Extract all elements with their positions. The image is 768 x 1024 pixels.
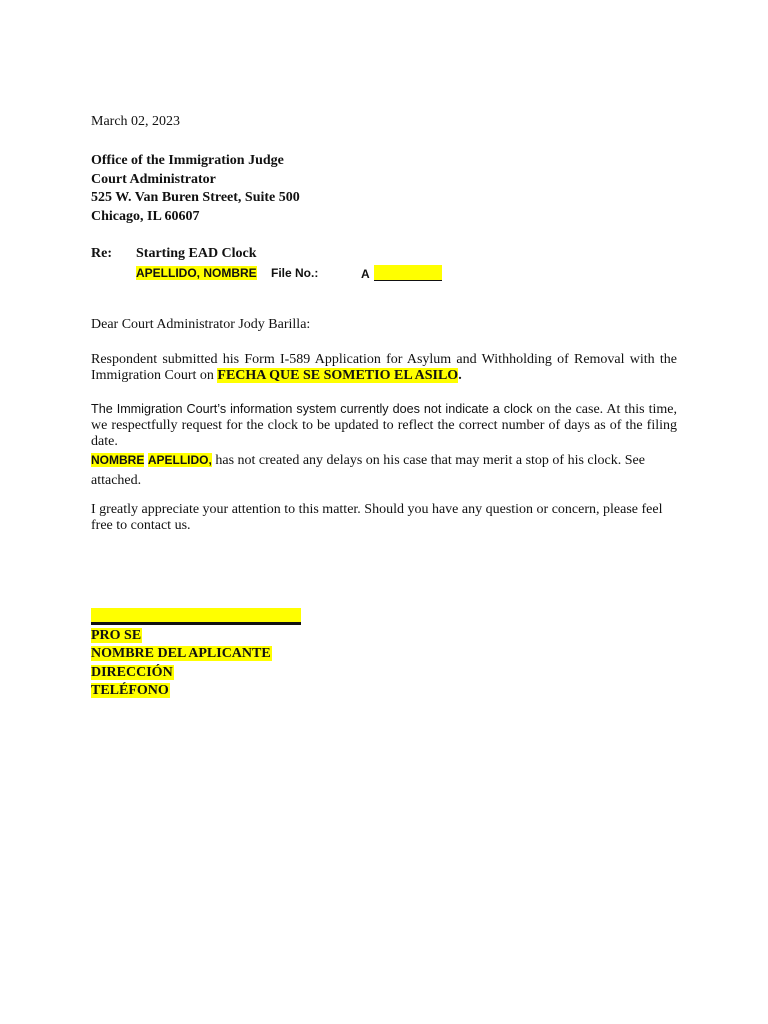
signature-block [91, 627, 272, 700]
signature-phone: TELÉFONO [91, 682, 169, 698]
re-label: Re: [91, 246, 112, 261]
signature-pro-se: PRO SE [91, 628, 142, 643]
recipient-line-title: Court Administrator [91, 171, 216, 187]
signature-address: DIRECCIÓN [91, 664, 173, 680]
recipient-line-street: 525 W. Van Buren Street, Suite 500 [91, 190, 300, 206]
file-number-field [361, 265, 442, 282]
paragraph-no-delays-text: has not created any delays on his case that may merit a stop of his clock. See attached. [91, 453, 645, 488]
signature-line [91, 608, 301, 625]
paragraph-closing: I greatly appreciate your attention to this matter. Should you have any question or concern, please feel free to contact us. [91, 502, 663, 533]
paragraph-clock-request [91, 401, 677, 450]
salutation: Dear Court Administrator Jody Barilla: [91, 317, 311, 332]
file-number-prefix: A [361, 267, 370, 281]
respondent-first-name-placeholder: NOMBRE [91, 453, 145, 467]
paragraph-filing-period: . [458, 368, 462, 383]
letter-date: March 02, 2023 [91, 114, 181, 129]
re-name-placeholder [136, 265, 257, 281]
paragraph-filing [91, 352, 677, 384]
paragraph-filing-text: Respondent submitted his Form I-589 Application for Asylum and Withholding of Removal with the Immigration Court on [91, 352, 677, 383]
recipient-line-office: Office of the Immigration Judge [91, 153, 284, 168]
respondent-last-name-placeholder: APELLIDO, [147, 453, 212, 467]
recipient-line-city: Chicago, IL 60607 [91, 209, 200, 225]
file-number-blank [374, 265, 442, 281]
paragraph-clock-request-lead: The Immigration Court’s information system currently does not indicate a clock [91, 402, 533, 416]
re-subject: Starting EAD Clock [136, 246, 257, 261]
paragraph-no-delays [91, 451, 677, 491]
file-number-label: File No.: [271, 266, 319, 280]
signature-applicant-name: NOMBRE DEL APLICANTE [91, 646, 271, 662]
filing-date-placeholder: FECHA QUE SE SOMETIO EL ASILO [217, 368, 459, 383]
paragraph-clock-request-text: on the case. At this time, we respectfully request for the clock to be updated to reflect the correct number of days as of the filing date. [91, 402, 677, 449]
recipient-address [91, 152, 300, 227]
re-name-highlight: APELLIDO, NOMBRE [136, 266, 257, 280]
